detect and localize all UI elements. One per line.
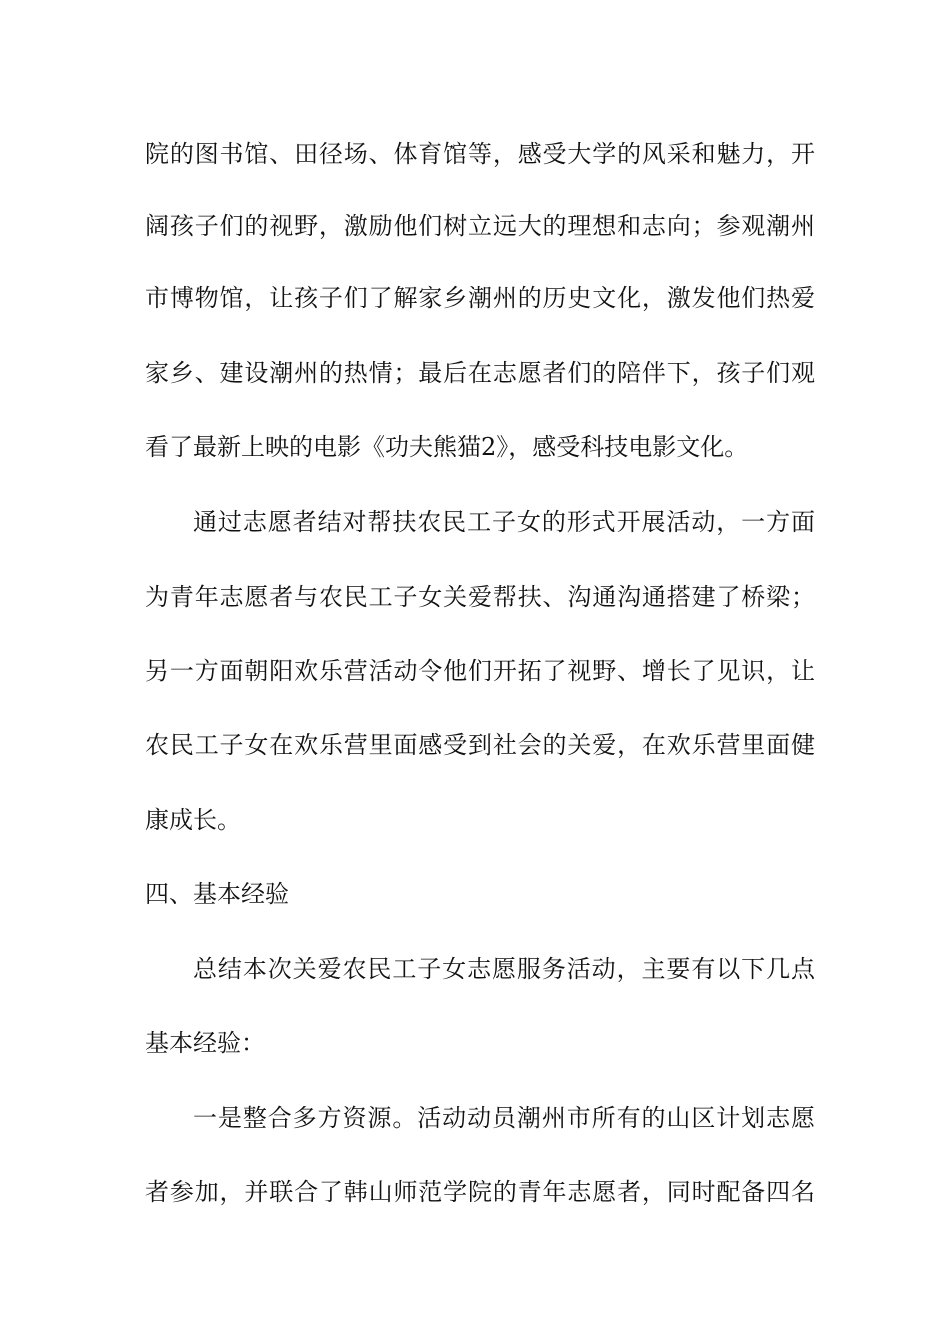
paragraph-line: 总结本次关爱农民工子女志愿服务活动，主要有以下几点 — [193, 955, 815, 983]
paragraph-line: 院的图书馆、田径场、体育馆等，感受大学的风采和魅力，开 — [145, 140, 815, 168]
paragraph-line: 一是整合多方资源。活动动员潮州市所有的山区计划志愿 — [193, 1104, 815, 1132]
paragraph-line: 基本经验： — [145, 1029, 265, 1057]
paragraph-line: 康成长。 — [145, 806, 241, 834]
paragraph-line: 看了最新上映的电影《功夫熊猫2》，感受科技电影文化。 — [145, 433, 749, 461]
paragraph-line: 农民工子女在欢乐营里面感受到社会的关爱，在欢乐营里面健 — [145, 731, 815, 759]
paragraph-line: 阔孩子们的视野，激励他们树立远大的理想和志向；参观潮州 — [145, 212, 815, 240]
paragraph-line: 者参加，并联合了韩山师范学院的青年志愿者，同时配备四名 — [145, 1178, 815, 1206]
paragraph-line: 为青年志愿者与农民工子女关爱帮扶、沟通沟通搭建了桥梁； — [145, 583, 815, 611]
paragraph-line: 家乡、建设潮州的热情；最后在志愿者们的陪伴下，孩子们观 — [145, 359, 815, 387]
paragraph-line: 市博物馆，让孩子们了解家乡潮州的历史文化，激发他们热爱 — [145, 284, 815, 312]
paragraph-line: 另一方面朝阳欢乐营活动令他们开拓了视野、增长了见识，让 — [145, 657, 815, 685]
paragraph-line: 通过志愿者结对帮扶农民工子女的形式开展活动，一方面 — [193, 508, 815, 536]
section-heading: 四、基本经验 — [145, 880, 289, 908]
